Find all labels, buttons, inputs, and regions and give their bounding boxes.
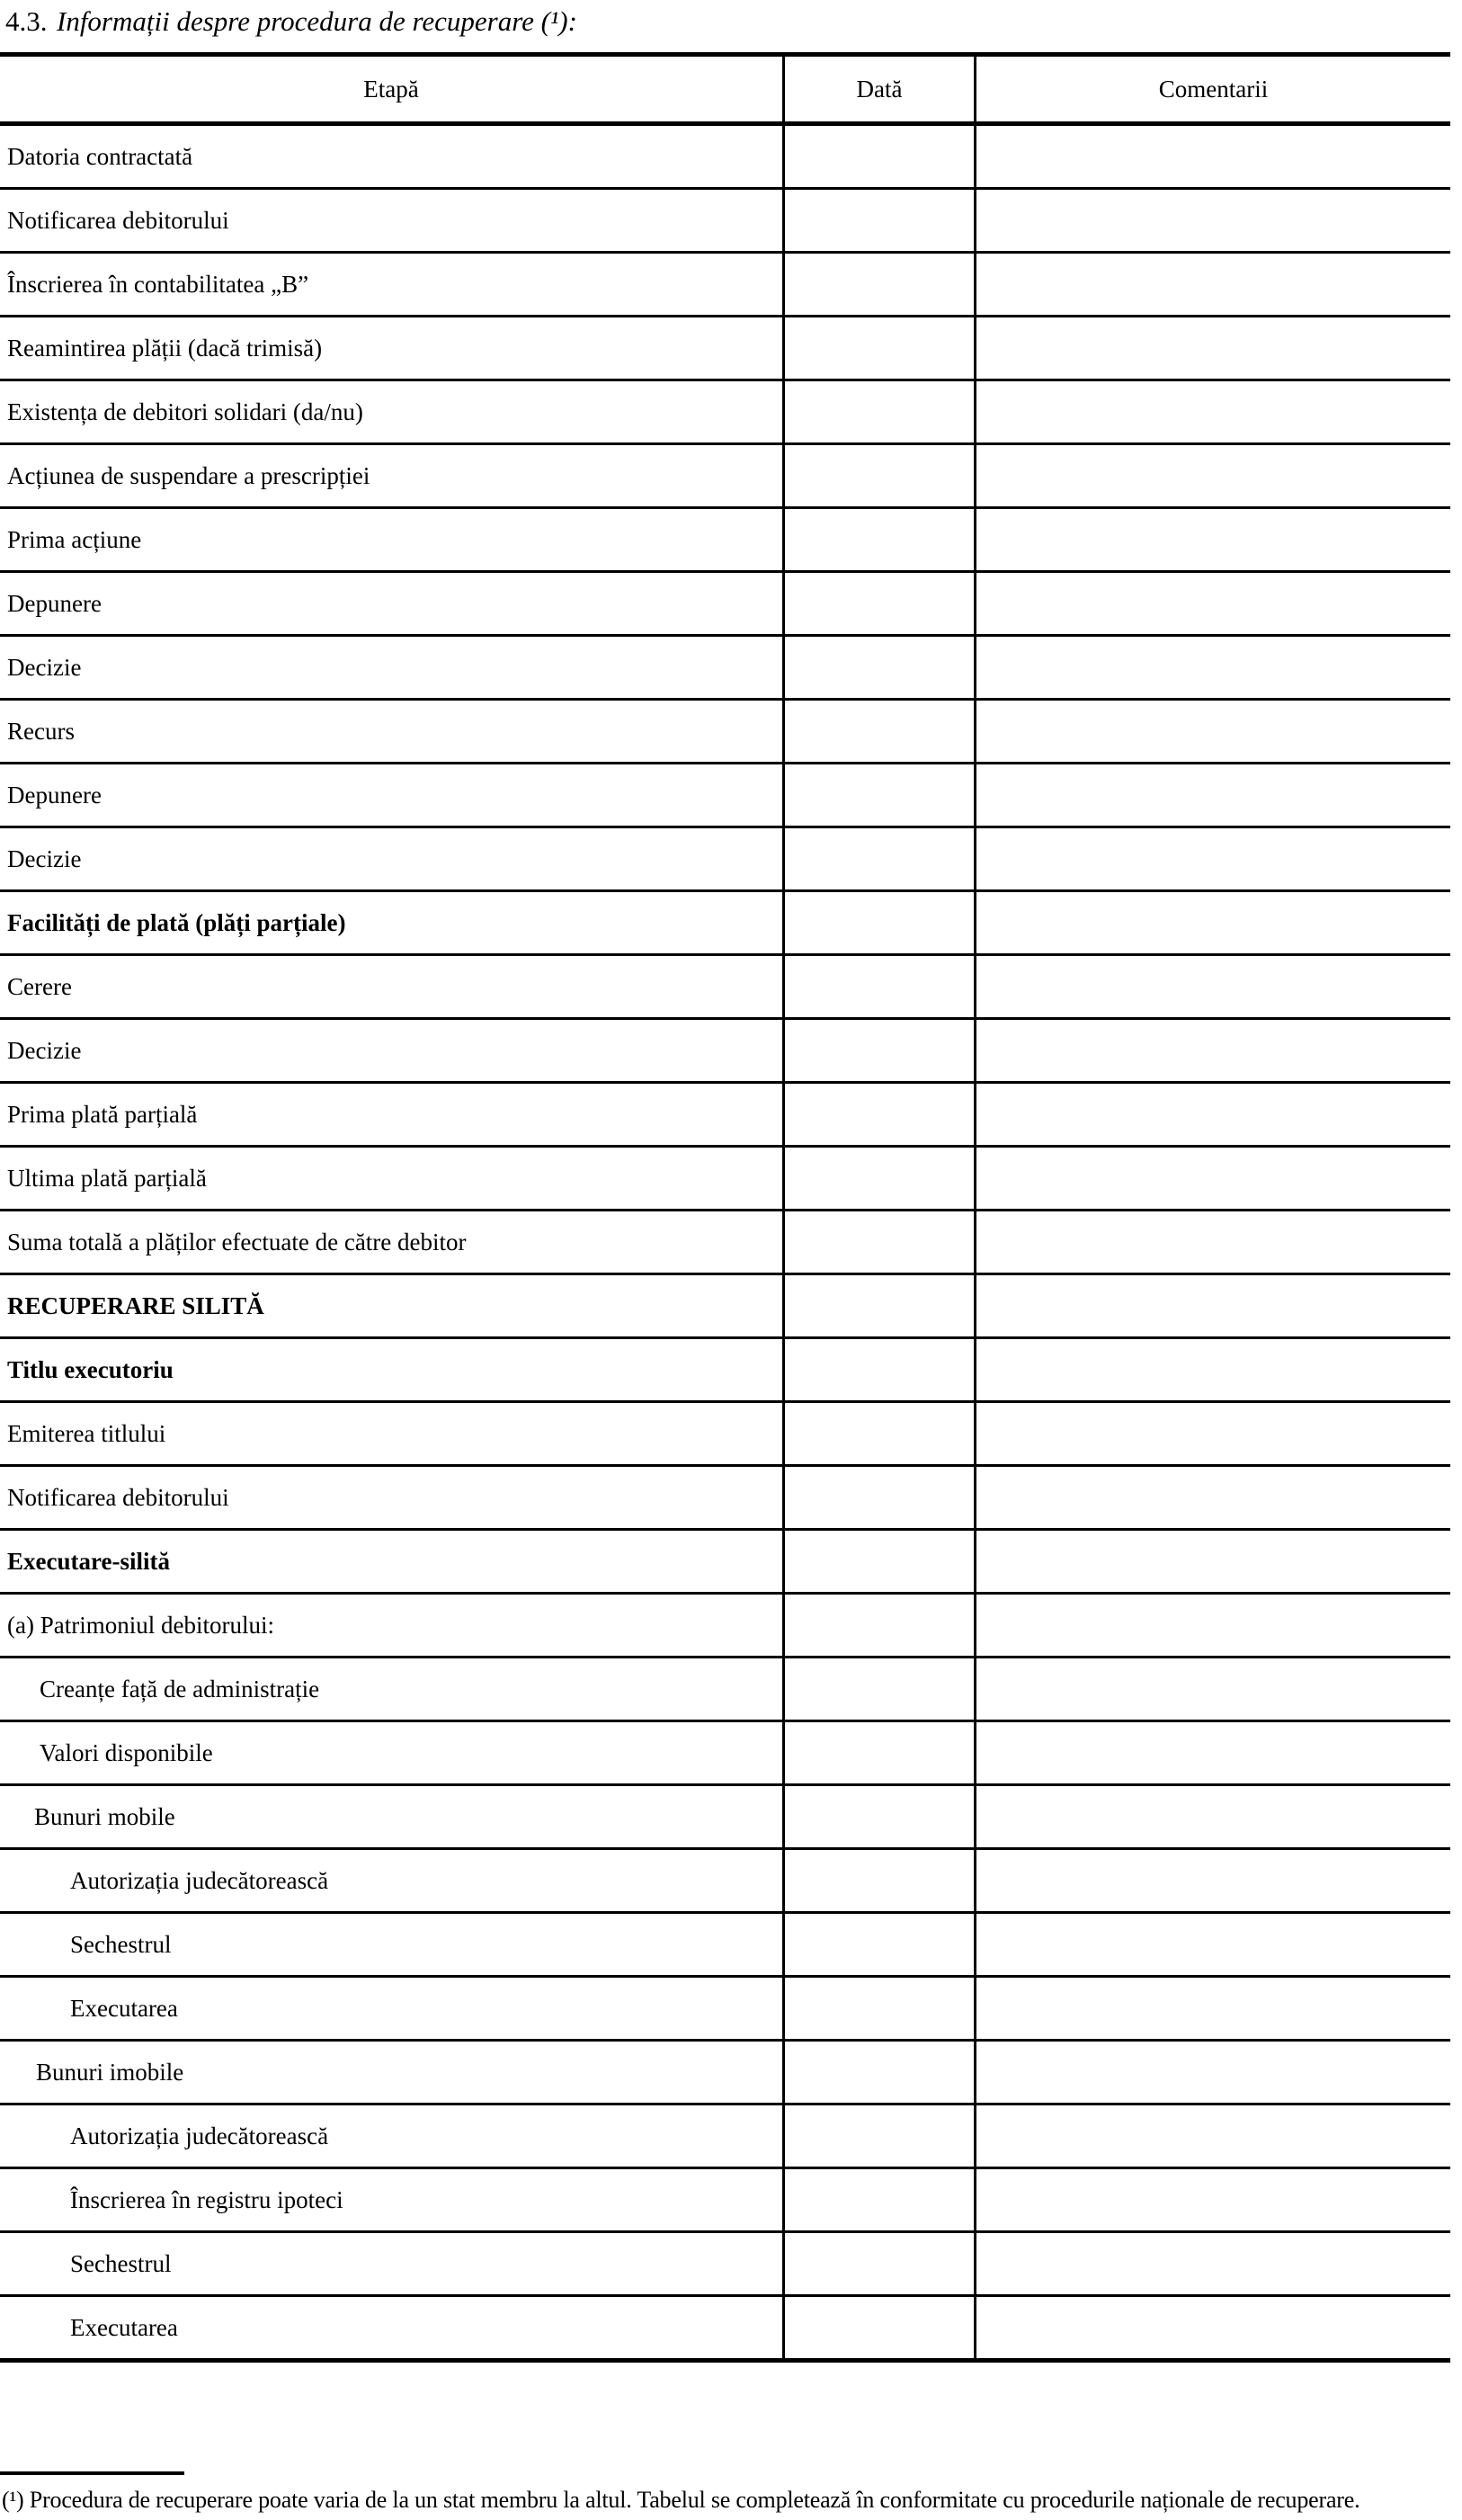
stage-cell bbox=[0, 445, 782, 506]
date-cell bbox=[782, 2233, 974, 2294]
stage-cell bbox=[0, 1467, 782, 1528]
comments-cell bbox=[974, 573, 1450, 634]
stage-label: Acțiunea de suspendare a prescripției bbox=[7, 462, 370, 489]
stage-cell bbox=[0, 1020, 782, 1081]
date-cell bbox=[782, 2105, 974, 2167]
table-row bbox=[0, 2105, 1450, 2169]
table-row bbox=[0, 1211, 1450, 1275]
stage-label: Decizie bbox=[7, 654, 82, 681]
stage-cell bbox=[0, 1531, 782, 1592]
footnote-text: (¹) Procedura de recuperare poate varia de la un stat membru la altul. Tabelul se completează în conformitate cu procedurile naționale de recuperare. bbox=[2, 2487, 1360, 2513]
table-row bbox=[0, 1403, 1450, 1467]
stage-cell bbox=[0, 2297, 782, 2358]
comments-cell bbox=[974, 1148, 1450, 1209]
stage-label: Existența de debitori solidari (da/nu) bbox=[7, 398, 363, 425]
stage-cell bbox=[0, 1084, 782, 1145]
stage-cell bbox=[0, 381, 782, 442]
stage-cell bbox=[0, 1914, 782, 1975]
comments-cell bbox=[974, 828, 1450, 889]
stage-cell bbox=[0, 2105, 782, 2167]
stage-cell bbox=[0, 317, 782, 379]
section-title-text: Informații despre procedura de recuperare (¹): bbox=[57, 5, 577, 37]
stage-label: Bunuri imobile bbox=[36, 2059, 184, 2086]
table-row bbox=[0, 828, 1450, 892]
table-row bbox=[0, 764, 1450, 828]
date-cell bbox=[782, 1786, 974, 1847]
table-row bbox=[0, 1339, 1450, 1403]
comments-cell bbox=[974, 1786, 1450, 1847]
stage-label: Facilități de plată (plăți parțiale) bbox=[7, 909, 346, 936]
comments-cell bbox=[974, 1978, 1450, 2039]
stage-label: RECUPERARE SILITĂ bbox=[7, 1292, 264, 1319]
stage-label: Creanțe față de administrație bbox=[40, 1676, 320, 1702]
stage-cell bbox=[0, 1786, 782, 1847]
stage-cell bbox=[0, 1148, 782, 1209]
section-number: 4.3. bbox=[5, 5, 48, 37]
comments-cell bbox=[974, 2105, 1450, 2167]
stage-label: Autorizația judecătorească bbox=[70, 1867, 329, 1894]
comments-cell bbox=[974, 381, 1450, 442]
date-cell bbox=[782, 701, 974, 762]
table-row bbox=[0, 1658, 1450, 1722]
stage-label: Cerere bbox=[7, 973, 72, 1000]
date-cell bbox=[782, 1978, 974, 2039]
stage-cell bbox=[0, 828, 782, 889]
table-row bbox=[0, 126, 1450, 190]
comments-cell bbox=[974, 1084, 1450, 1145]
stage-cell bbox=[0, 126, 782, 187]
date-cell bbox=[782, 1275, 974, 1336]
comments-cell bbox=[974, 254, 1450, 315]
stage-label: Sechestrul bbox=[70, 1931, 172, 1958]
date-cell bbox=[782, 637, 974, 698]
comments-cell bbox=[974, 1658, 1450, 1720]
table-row bbox=[0, 1850, 1450, 1914]
date-cell bbox=[782, 1467, 974, 1528]
stage-label: Titlu executoriu bbox=[7, 1356, 174, 1383]
comments-cell bbox=[974, 2233, 1450, 2294]
date-cell bbox=[782, 1148, 974, 1209]
stage-label: Executarea bbox=[70, 1995, 178, 2022]
date-cell bbox=[782, 1403, 974, 1464]
table-row bbox=[0, 573, 1450, 637]
date-cell bbox=[782, 764, 974, 826]
comments-cell bbox=[974, 1850, 1450, 1911]
stage-cell bbox=[0, 701, 782, 762]
table-row bbox=[0, 509, 1450, 573]
stage-cell bbox=[0, 1339, 782, 1400]
comments-cell bbox=[974, 1403, 1450, 1464]
comments-cell bbox=[974, 892, 1450, 953]
stage-label: Reamintirea plății (dacă trimisă) bbox=[7, 335, 323, 362]
table-row bbox=[0, 1531, 1450, 1595]
stage-label: (a) Patrimoniul debitorului: bbox=[7, 1612, 274, 1639]
comments-cell bbox=[974, 1595, 1450, 1656]
stage-cell bbox=[0, 956, 782, 1017]
stage-label: Executarea bbox=[70, 2314, 178, 2341]
stage-label: Prima plată parțială bbox=[7, 1101, 198, 1128]
comments-cell bbox=[974, 190, 1450, 251]
stage-cell bbox=[0, 573, 782, 634]
comments-cell bbox=[974, 126, 1450, 187]
comments-cell bbox=[974, 764, 1450, 826]
stage-cell bbox=[0, 1595, 782, 1656]
stage-cell bbox=[0, 1978, 782, 2039]
date-cell bbox=[782, 1211, 974, 1273]
table-row bbox=[0, 1084, 1450, 1148]
stage-label: Suma totală a plăților efectuate de către debitor bbox=[7, 1229, 467, 1256]
stage-cell bbox=[0, 764, 782, 826]
stage-label: Recurs bbox=[7, 718, 75, 745]
table-row bbox=[0, 1467, 1450, 1531]
stage-label: Notificarea debitorului bbox=[7, 1484, 229, 1511]
date-cell bbox=[782, 445, 974, 506]
footnote-separator bbox=[0, 2471, 184, 2475]
stage-cell bbox=[0, 254, 782, 315]
stage-label: Depunere bbox=[7, 590, 102, 617]
date-cell bbox=[782, 190, 974, 251]
stage-label: Înscrierea în registru ipoteci bbox=[70, 2186, 343, 2213]
stage-cell bbox=[0, 2042, 782, 2103]
stage-label: Bunuri mobile bbox=[34, 1803, 175, 1830]
stage-cell bbox=[0, 1403, 782, 1464]
stage-label: Datoria contractată bbox=[7, 143, 193, 170]
comments-cell bbox=[974, 509, 1450, 570]
table-body bbox=[0, 126, 1450, 2358]
date-cell bbox=[782, 509, 974, 570]
date-cell bbox=[782, 126, 974, 187]
comments-cell bbox=[974, 637, 1450, 698]
comments-cell bbox=[974, 956, 1450, 1017]
stage-cell bbox=[0, 2233, 782, 2294]
comments-cell bbox=[974, 1339, 1450, 1400]
stage-cell bbox=[0, 1211, 782, 1273]
stage-label: Decizie bbox=[7, 1037, 82, 1064]
date-cell bbox=[782, 1595, 974, 1656]
date-cell bbox=[782, 2042, 974, 2103]
table-row bbox=[0, 1786, 1450, 1850]
table-row bbox=[0, 2169, 1450, 2233]
comments-cell bbox=[974, 1275, 1450, 1336]
stage-cell bbox=[0, 190, 782, 251]
comments-cell bbox=[974, 317, 1450, 379]
date-cell bbox=[782, 317, 974, 379]
stage-cell bbox=[0, 1275, 782, 1336]
table-row bbox=[0, 317, 1450, 381]
comments-cell bbox=[974, 2297, 1450, 2358]
table-row bbox=[0, 892, 1450, 956]
date-cell bbox=[782, 254, 974, 315]
comments-cell bbox=[974, 1914, 1450, 1975]
stage-cell bbox=[0, 892, 782, 953]
table-row bbox=[0, 2233, 1450, 2297]
stage-cell bbox=[0, 1850, 782, 1911]
table-row bbox=[0, 1020, 1450, 1084]
date-cell bbox=[782, 956, 974, 1017]
date-cell bbox=[782, 1531, 974, 1592]
date-cell bbox=[782, 1020, 974, 1081]
stage-label: Ultima plată parțială bbox=[7, 1165, 207, 1192]
comments-cell bbox=[974, 445, 1450, 506]
stage-label: Înscrierea în contabilitatea „B” bbox=[7, 271, 309, 298]
stage-label: Emiterea titlului bbox=[7, 1420, 166, 1447]
table-row bbox=[0, 1148, 1450, 1211]
date-cell bbox=[782, 1339, 974, 1400]
date-cell bbox=[782, 1658, 974, 1720]
table-row bbox=[0, 956, 1450, 1020]
comments-cell bbox=[974, 1531, 1450, 1592]
recovery-procedure-table bbox=[0, 52, 1450, 2363]
stage-label: Executare-silită bbox=[7, 1548, 170, 1575]
stage-cell bbox=[0, 509, 782, 570]
table-row bbox=[0, 190, 1450, 254]
date-cell bbox=[782, 1722, 974, 1783]
date-cell bbox=[782, 1084, 974, 1145]
table-header-row bbox=[0, 57, 1450, 126]
comments-cell bbox=[974, 1722, 1450, 1783]
table-row bbox=[0, 637, 1450, 701]
stage-label: Notificarea debitorului bbox=[7, 207, 229, 234]
date-cell bbox=[782, 2169, 974, 2230]
stage-label: Sechestrul bbox=[70, 2250, 172, 2277]
stage-label: Autorizația judecătorească bbox=[70, 2122, 329, 2149]
col-header-stage: Etapă bbox=[363, 75, 419, 103]
table-row bbox=[0, 381, 1450, 445]
table-row bbox=[0, 254, 1450, 317]
date-cell bbox=[782, 892, 974, 953]
table-row bbox=[0, 1722, 1450, 1786]
date-cell bbox=[782, 828, 974, 889]
col-header-comments: Comentarii bbox=[974, 57, 1450, 121]
table-row bbox=[0, 1595, 1450, 1658]
date-cell bbox=[782, 381, 974, 442]
section-title bbox=[5, 2, 577, 41]
table-row bbox=[0, 2297, 1450, 2358]
table-row bbox=[0, 701, 1450, 764]
table-row bbox=[0, 2042, 1450, 2105]
comments-cell bbox=[974, 2042, 1450, 2103]
comments-cell bbox=[974, 1020, 1450, 1081]
table-row bbox=[0, 1914, 1450, 1978]
stage-label: Valori disponibile bbox=[40, 1739, 213, 1766]
date-cell bbox=[782, 573, 974, 634]
table-row bbox=[0, 1275, 1450, 1339]
comments-cell bbox=[974, 2169, 1450, 2230]
date-cell bbox=[782, 2297, 974, 2358]
stage-cell bbox=[0, 2169, 782, 2230]
stage-cell bbox=[0, 637, 782, 698]
stage-cell bbox=[0, 1658, 782, 1720]
comments-cell bbox=[974, 1211, 1450, 1273]
stage-cell bbox=[0, 1722, 782, 1783]
date-cell bbox=[782, 1914, 974, 1975]
comments-cell bbox=[974, 1467, 1450, 1528]
col-header-date: Dată bbox=[782, 57, 974, 121]
stage-label: Decizie bbox=[7, 845, 82, 872]
comments-cell bbox=[974, 701, 1450, 762]
stage-label: Depunere bbox=[7, 782, 102, 809]
stage-label: Prima acțiune bbox=[7, 526, 142, 553]
table-row bbox=[0, 1978, 1450, 2042]
date-cell bbox=[782, 1850, 974, 1911]
table-row bbox=[0, 445, 1450, 509]
